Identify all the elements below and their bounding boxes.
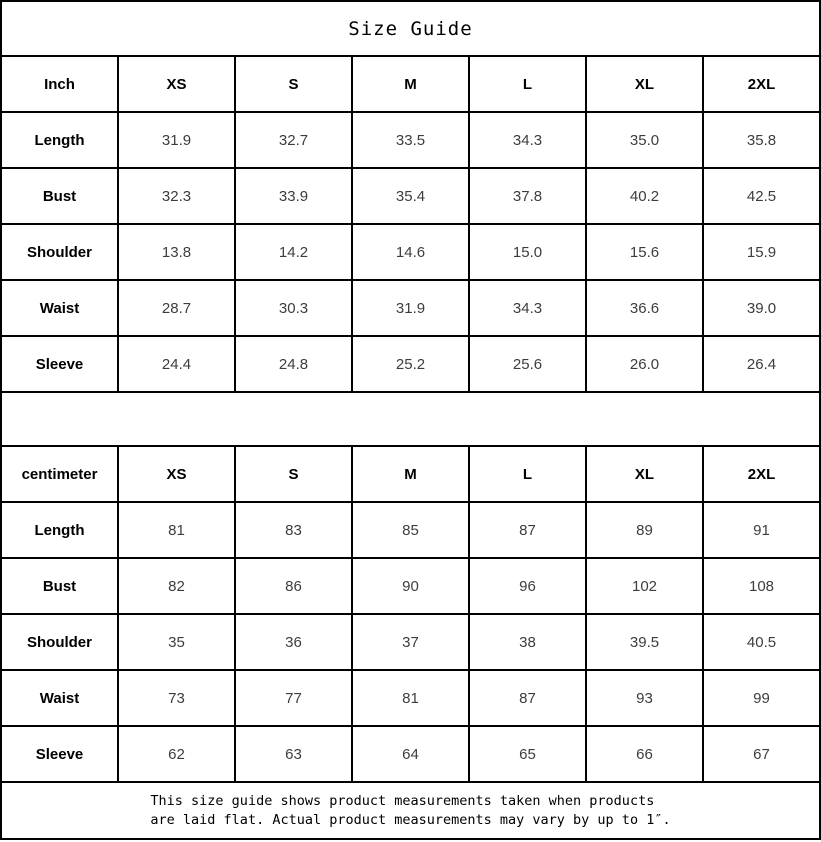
size-value-cell: 66 xyxy=(586,726,703,782)
size-value-cell: 96 xyxy=(469,558,586,614)
unit-header-centimeter: centimeter xyxy=(1,446,118,502)
size-value-cell: 39.5 xyxy=(586,614,703,670)
size-value-cell: 13.8 xyxy=(118,224,235,280)
size-value-cell: 102 xyxy=(586,558,703,614)
row-label: Shoulder xyxy=(1,224,118,280)
size-value-cell: 36 xyxy=(235,614,352,670)
measurement-note-row xyxy=(0,781,821,840)
table-row-shoulder xyxy=(1,614,820,670)
size-column-header: L xyxy=(469,446,586,502)
size-value-cell: 39.0 xyxy=(703,280,820,336)
size-value-cell: 82 xyxy=(118,558,235,614)
size-value-cell: 40.5 xyxy=(703,614,820,670)
size-column-header: 2XL xyxy=(703,446,820,502)
size-column-header: XS xyxy=(118,446,235,502)
table-separator-row xyxy=(0,391,821,447)
size-value-cell: 40.2 xyxy=(586,168,703,224)
size-value-cell: 108 xyxy=(703,558,820,614)
row-label: Length xyxy=(1,502,118,558)
table-row-sleeve xyxy=(1,726,820,782)
size-value-cell: 83 xyxy=(235,502,352,558)
size-value-cell: 62 xyxy=(118,726,235,782)
size-value-cell: 31.9 xyxy=(118,112,235,168)
size-value-cell: 35.0 xyxy=(586,112,703,168)
measurement-note-line-1: This size guide shows product measurements taken when products xyxy=(150,792,655,809)
row-label: Waist xyxy=(1,280,118,336)
row-label: Sleeve xyxy=(1,726,118,782)
size-column-header: XL xyxy=(586,446,703,502)
centimeter-size-table xyxy=(0,445,821,783)
size-value-cell: 25.6 xyxy=(469,336,586,392)
inch-size-table xyxy=(0,55,821,393)
size-value-cell: 34.3 xyxy=(469,112,586,168)
size-column-header: L xyxy=(469,56,586,112)
size-value-cell: 30.3 xyxy=(235,280,352,336)
size-column-header: XS xyxy=(118,56,235,112)
size-value-cell: 86 xyxy=(235,558,352,614)
size-value-cell: 32.3 xyxy=(118,168,235,224)
table-row-bust xyxy=(1,168,820,224)
size-column-header: S xyxy=(235,446,352,502)
size-value-cell: 99 xyxy=(703,670,820,726)
size-value-cell: 67 xyxy=(703,726,820,782)
size-value-cell: 36.6 xyxy=(586,280,703,336)
size-value-cell: 63 xyxy=(235,726,352,782)
measurement-note-line-2: are laid flat. Actual product measurements may vary by up to 1″. xyxy=(150,811,671,828)
size-value-cell: 26.4 xyxy=(703,336,820,392)
size-value-cell: 42.5 xyxy=(703,168,820,224)
page-title: Size Guide xyxy=(348,17,473,40)
table-row-sleeve xyxy=(1,336,820,392)
size-value-cell: 24.4 xyxy=(118,336,235,392)
size-value-cell: 65 xyxy=(469,726,586,782)
size-value-cell: 31.9 xyxy=(352,280,469,336)
size-value-cell: 38 xyxy=(469,614,586,670)
size-column-header: S xyxy=(235,56,352,112)
size-value-cell: 37.8 xyxy=(469,168,586,224)
row-label: Shoulder xyxy=(1,614,118,670)
size-value-cell: 35.8 xyxy=(703,112,820,168)
size-value-cell: 25.2 xyxy=(352,336,469,392)
table-row-bust xyxy=(1,558,820,614)
table-header-row xyxy=(1,446,820,502)
table-row-waist xyxy=(1,280,820,336)
size-value-cell: 93 xyxy=(586,670,703,726)
size-value-cell: 26.0 xyxy=(586,336,703,392)
table-header-row xyxy=(1,56,820,112)
size-value-cell: 15.6 xyxy=(586,224,703,280)
size-value-cell: 85 xyxy=(352,502,469,558)
unit-header-inch: Inch xyxy=(1,56,118,112)
size-value-cell: 81 xyxy=(118,502,235,558)
size-column-header: XL xyxy=(586,56,703,112)
size-value-cell: 73 xyxy=(118,670,235,726)
row-label: Waist xyxy=(1,670,118,726)
size-value-cell: 91 xyxy=(703,502,820,558)
row-label: Sleeve xyxy=(1,336,118,392)
size-value-cell: 64 xyxy=(352,726,469,782)
size-value-cell: 35.4 xyxy=(352,168,469,224)
size-column-header: M xyxy=(352,446,469,502)
measurement-note xyxy=(150,792,670,830)
size-value-cell: 15.0 xyxy=(469,224,586,280)
size-value-cell: 90 xyxy=(352,558,469,614)
size-column-header: 2XL xyxy=(703,56,820,112)
size-guide-title-row xyxy=(0,0,821,57)
size-column-header: M xyxy=(352,56,469,112)
size-value-cell: 32.7 xyxy=(235,112,352,168)
table-row-shoulder xyxy=(1,224,820,280)
row-label: Bust xyxy=(1,558,118,614)
size-value-cell: 77 xyxy=(235,670,352,726)
size-value-cell: 81 xyxy=(352,670,469,726)
size-value-cell: 14.6 xyxy=(352,224,469,280)
size-value-cell: 89 xyxy=(586,502,703,558)
size-value-cell: 87 xyxy=(469,502,586,558)
table-row-length xyxy=(1,112,820,168)
size-value-cell: 24.8 xyxy=(235,336,352,392)
size-value-cell: 37 xyxy=(352,614,469,670)
table-row-waist xyxy=(1,670,820,726)
size-value-cell: 34.3 xyxy=(469,280,586,336)
row-label: Length xyxy=(1,112,118,168)
size-value-cell: 35 xyxy=(118,614,235,670)
size-value-cell: 33.5 xyxy=(352,112,469,168)
size-value-cell: 33.9 xyxy=(235,168,352,224)
size-value-cell: 87 xyxy=(469,670,586,726)
size-value-cell: 14.2 xyxy=(235,224,352,280)
row-label: Bust xyxy=(1,168,118,224)
table-row-length xyxy=(1,502,820,558)
size-value-cell: 15.9 xyxy=(703,224,820,280)
size-value-cell: 28.7 xyxy=(118,280,235,336)
